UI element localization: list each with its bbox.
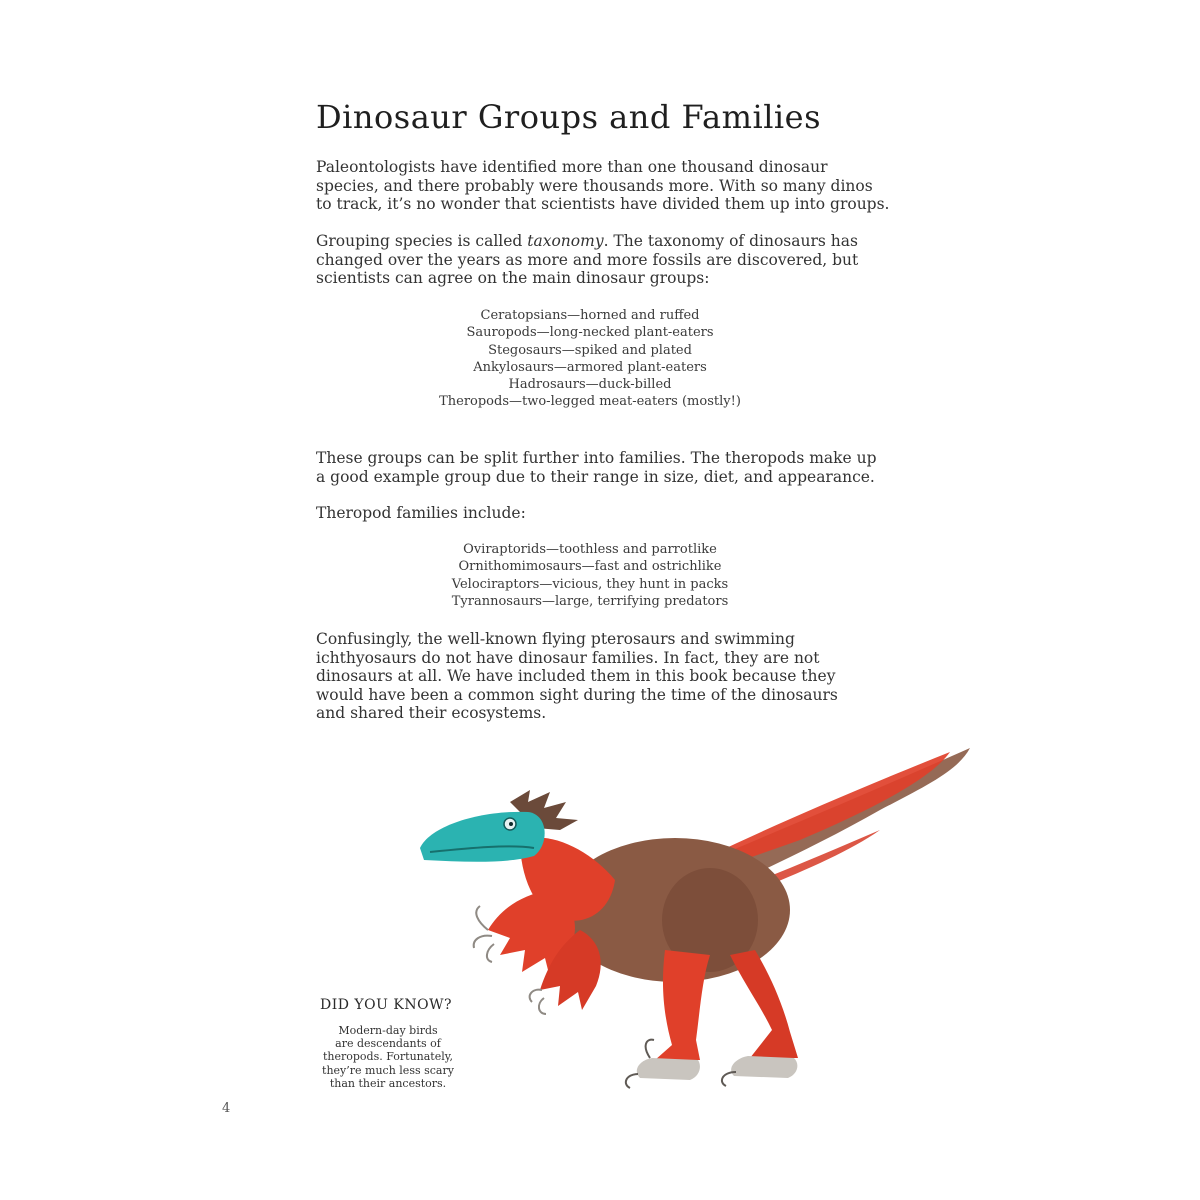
foot-back — [731, 1056, 797, 1078]
split-paragraph — [316, 449, 876, 486]
group-item: Sauropods—long-necked plant-eaters — [466, 325, 714, 341]
did-you-know-line: Modern-day birds — [338, 1024, 438, 1037]
families-intro-text: Theropod families include: — [316, 504, 526, 522]
family-item: Ornithomimosaurs—fast and ostrichlike — [458, 559, 722, 575]
split-line: These groups can be split further into families. The theropods make up — [316, 449, 877, 467]
taxonomy-text: . The taxonomy of dinosaurs has — [603, 232, 858, 250]
taxonomy-term: taxonomy — [527, 232, 604, 250]
did-you-know-line: they’re much less scary — [322, 1063, 454, 1077]
did-you-know-line: theropods. Fortunately, — [323, 1050, 453, 1064]
family-item: Velociraptors—vicious, they hunt in packs — [451, 576, 729, 592]
confusingly-line: and shared their ecosystems. — [316, 704, 547, 722]
intro-line: Paleontologists have identified more than one thousand dinosaur — [316, 158, 828, 176]
intro-paragraph — [316, 158, 890, 214]
confusingly-line: Confusingly, the well-known flying pterosaurs and swimming — [316, 630, 795, 648]
leg-back — [730, 950, 798, 1058]
split-line: a good example group due to their range in size, diet, and appearance. — [316, 467, 875, 486]
group-item: Theropods—two-legged meat-eaters (mostly!) — [439, 394, 741, 410]
did-you-know-body — [308, 1024, 468, 1090]
taxonomy-line — [316, 232, 876, 251]
confusingly-line: dinosaurs at all. We have included them in this book because they — [316, 667, 836, 685]
pupil — [509, 822, 513, 826]
taxonomy-line: changed over the years as more and more fossils are discovered, but — [316, 250, 859, 269]
arm-claws-lower — [530, 990, 546, 1014]
group-item: Ceratopsians—horned and ruffed — [480, 308, 700, 323]
group-item: Ankylosaurs—armored plant-eaters — [473, 359, 707, 375]
confusingly-line: would have been a common sight during the time of the dinosaurs — [316, 685, 838, 704]
dinosaur-groups-list — [316, 307, 864, 411]
families-intro — [316, 504, 876, 523]
foot-front — [637, 1058, 700, 1080]
did-you-know-line: are descendants of — [335, 1037, 441, 1051]
head — [420, 812, 545, 862]
confusingly-line: ichthyosaurs do not have dinosaur families. In fact, they are not — [316, 648, 820, 667]
taxonomy-paragraph — [316, 232, 876, 288]
page-number: 4 — [222, 1101, 231, 1116]
family-item: Oviraptorids—toothless and parrotlike — [463, 542, 717, 557]
group-item: Hadrosaurs—duck-billed — [508, 377, 672, 393]
taxonomy-line: scientists can agree on the main dinosaur groups: — [316, 269, 710, 287]
velociraptor-illustration — [410, 740, 980, 1100]
intro-line: to track, it’s no wonder that scientists have divided them up into groups. — [316, 195, 890, 213]
did-you-know-heading: DID YOU KNOW? — [320, 997, 452, 1013]
theropod-families-list — [316, 541, 864, 610]
family-item: Tyrannosaurs—large, terrifying predators — [451, 593, 729, 609]
did-you-know-line: than their ancestors. — [329, 1076, 447, 1090]
arm-claws — [474, 906, 494, 962]
group-item: Stegosaurs—spiked and plated — [488, 342, 692, 358]
confusingly-paragraph — [316, 630, 876, 723]
taxonomy-text: Grouping species is called — [316, 232, 528, 250]
intro-line: species, and there probably were thousands more. With so many dinos — [316, 176, 873, 195]
page-title: Dinosaur Groups and Families — [316, 98, 822, 136]
